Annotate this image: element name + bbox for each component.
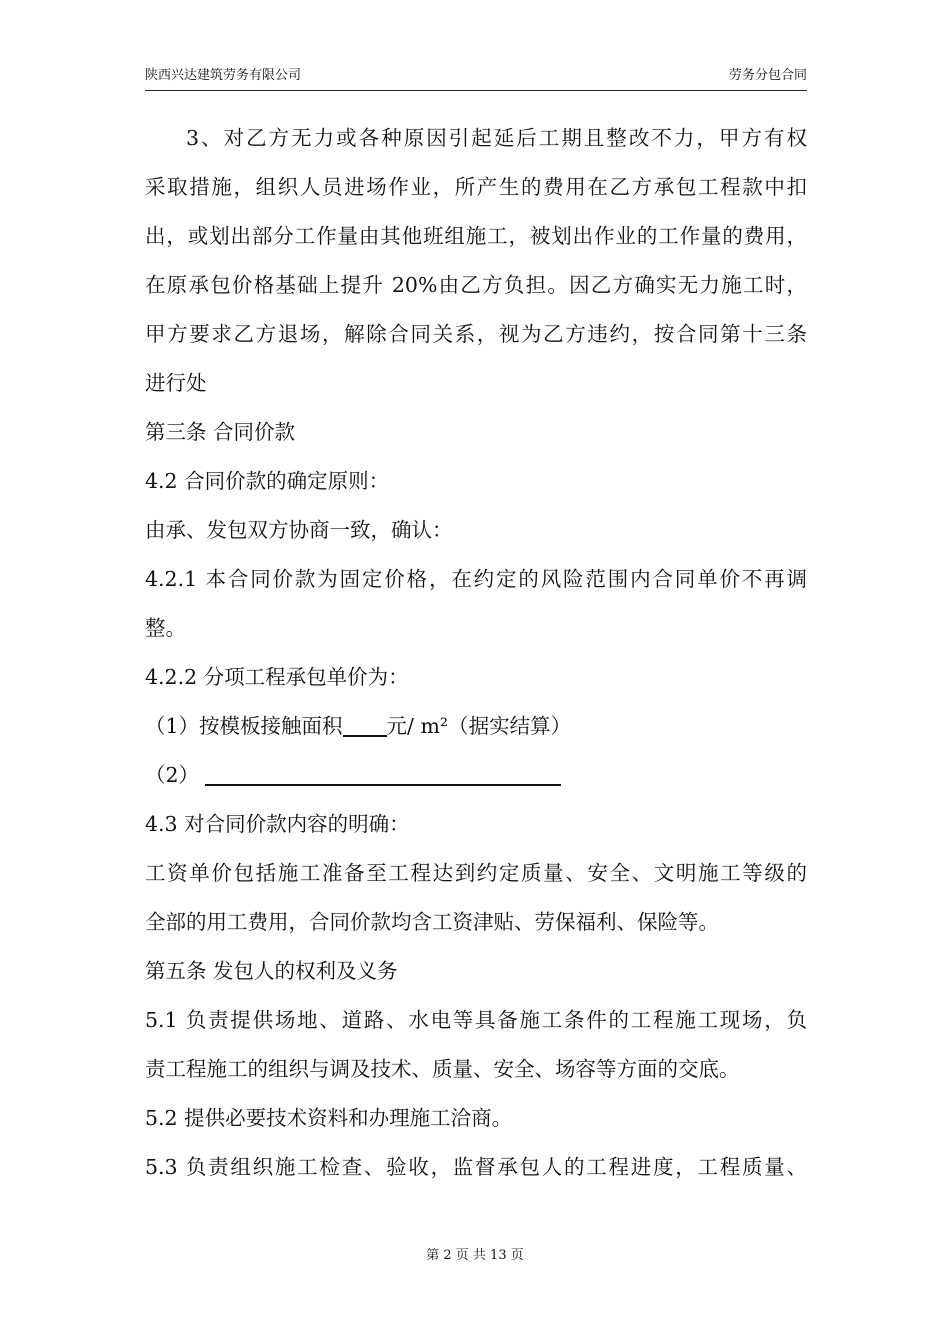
item-2-blank [205,764,561,787]
page-number: 第 2 页 共 13 页 [426,1248,524,1263]
price-item-2-label: （2） [145,763,200,787]
paragraph-line: 3、对乙方无力或各种原因引起延后工期且整改不力，甲方有权 [186,126,807,150]
price-item-2 [145,751,807,800]
paragraph-line: 甲方要求乙方退场，解除合同关系，视为乙方违约，按合同第十三条 [145,322,807,346]
paragraph-line: 5.2 提供必要技术资料和办理施工洽商。 [145,1106,513,1130]
price-item-1 [145,702,807,751]
unit-price-blank [343,715,387,738]
paragraph-line: 5.3 负责组织施工检查、验收，监督承包人的工程进度，工程质量、 [145,1155,807,1179]
section-heading: 4.2.2 分项工程承包单价为： [145,665,409,689]
paragraph-line: 由承、发包双方协商一致，确认： [145,518,453,542]
paragraph-line: 整。 [145,616,186,640]
price-item-1-label: （1）按模板接触面积 [145,714,343,738]
paragraph-line: 采取措施，组织人员进场作业，所产生的费用在乙方承包工程款中扣 [145,175,807,199]
section-heading: 4.2 合同价款的确定原则： [145,469,390,493]
paragraph-line: 全部的用工费用，合同价款均含工资津贴、劳保福利、保险等。 [145,910,719,934]
paragraph-line: 责工程施工的组织与调及技术、质量、安全、场容等方面的交底。 [145,1057,740,1081]
paragraph-line: 5.1 负责提供场地、道路、水电等具备施工条件的工程施工现场，负 [145,1008,807,1032]
price-item-1-unit: 元/ m²（据实结算） [386,714,572,738]
page-header [145,66,807,91]
page-footer [0,1246,950,1266]
paragraph-line: 出，或划出部分工作量由其他班组施工，被划出作业的工作量的费用， [145,224,807,248]
article-heading: 第五条 发包人的权利及义务 [145,959,398,983]
document-body [145,114,807,1192]
header-doc-title: 劳务分包合同 [728,68,807,83]
header-company: 陕西兴达建筑劳务有限公司 [145,68,302,83]
paragraph-line: 在原承包价格基础上提升 20%由乙方负担。因乙方确实无力施工时， [145,273,807,297]
paragraph-line: 进行处 [145,371,207,395]
paragraph-line: 4.2.1 本合同价款为固定价格，在约定的风险范围内合同单价不再调 [145,567,807,591]
section-heading: 4.3 对合同价款内容的明确： [145,812,410,836]
paragraph-line: 工资单价包括施工准备至工程达到约定质量、安全、文明施工等级的 [145,861,807,885]
article-heading: 第三条 合同价款 [145,420,296,444]
